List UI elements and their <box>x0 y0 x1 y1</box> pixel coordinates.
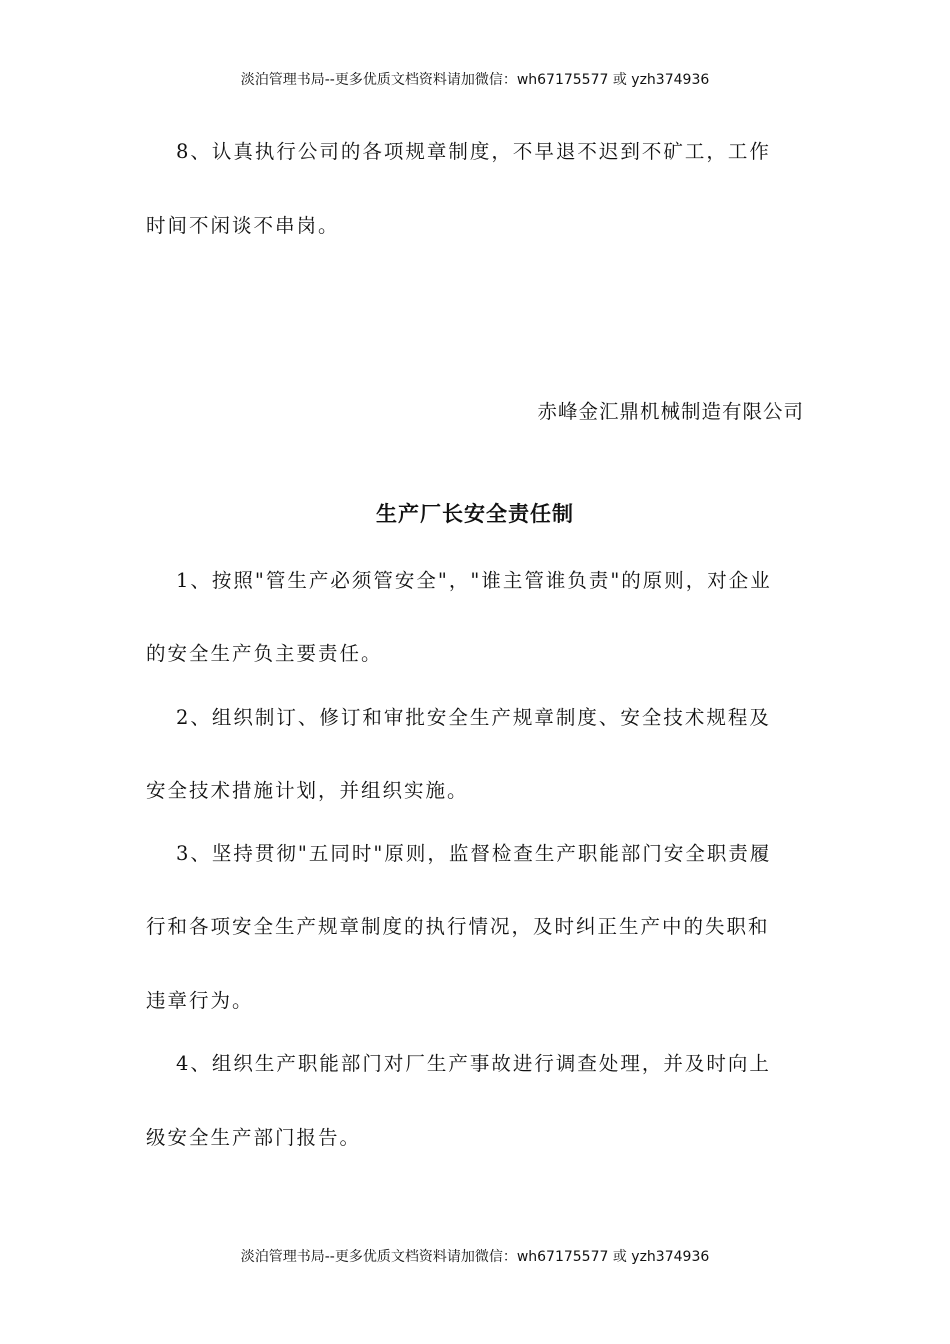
intro-item-line-1: 8、认真执行公司的各项规章制度，不早退不迟到不矿工，工作 <box>176 140 771 163</box>
item-3-line-3: 违章行为。 <box>146 989 254 1012</box>
page-header: 淡泊管理书局--更多优质文档资料请加微信：wh67175577 或 yzh374936 <box>240 72 710 88</box>
item-3-line-2: 行和各项安全生产规章制度的执行情况，及时纠正生产中的失职和 <box>146 915 770 938</box>
item-3-line-1: 3、坚持贯彻"五同时"原则，监督检查生产职能部门安全职责履 <box>176 842 772 865</box>
item-4-line-2: 级安全生产部门报告。 <box>146 1126 362 1149</box>
section-title: 生产厂长安全责任制 <box>376 502 574 526</box>
page-footer: 淡泊管理书局--更多优质文档资料请加微信：wh67175577 或 yzh374936 <box>240 1249 710 1265</box>
item-2-line-1: 2、组织制订、修订和审批安全生产规章制度、安全技术规程及 <box>176 706 771 729</box>
item-4-line-1: 4、组织生产职能部门对厂生产事故进行调查处理，并及时向上 <box>176 1052 771 1075</box>
intro-item-line-2: 时间不闲谈不串岗。 <box>146 214 340 237</box>
item-2-line-2: 安全技术措施计划，并组织实施。 <box>146 779 469 802</box>
item-1-line-1: 1、按照"管生产必须管安全"，"谁主管谁负责"的原则，对企业 <box>176 569 772 592</box>
item-1-line-2: 的安全生产负主要责任。 <box>146 642 383 665</box>
company-signature: 赤峰金汇鼎机械制造有限公司 <box>537 400 804 423</box>
